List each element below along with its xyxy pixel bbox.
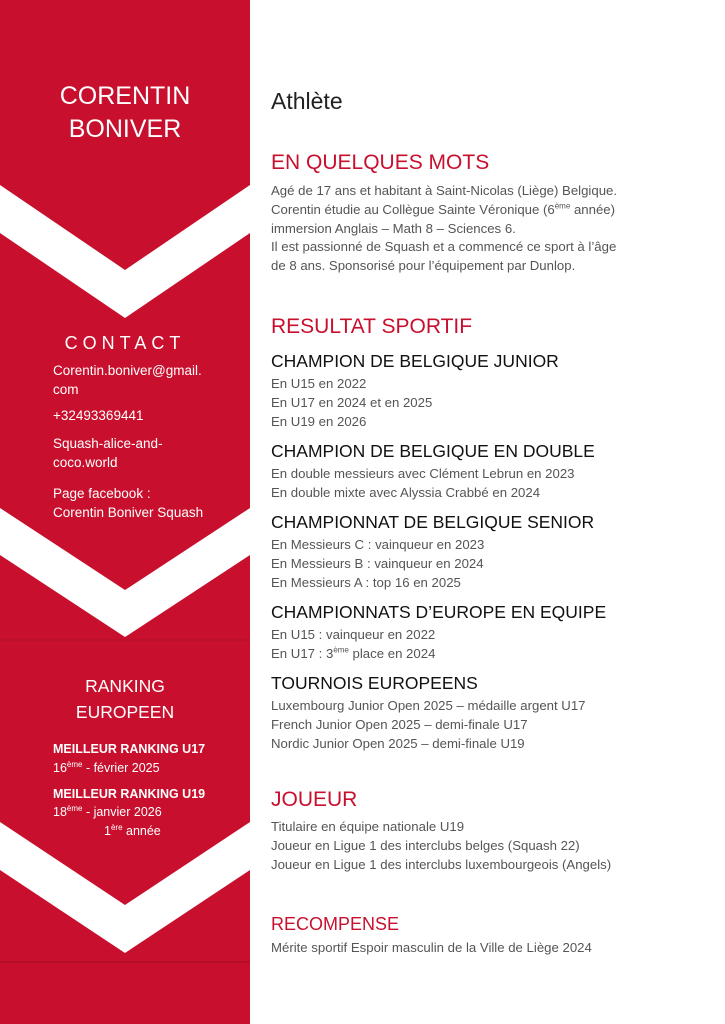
- result-line: En double mixte avec Alyssia Crabbé en 2024: [271, 484, 541, 500]
- ranking-heading-line-2: EUROPEEN: [75, 702, 175, 722]
- result-title-europe: CHAMPIONNATS D’EUROPE EN EQUIPE: [271, 602, 607, 622]
- result-line: [271, 645, 711, 664]
- about-line-2-b: année): [570, 201, 616, 217]
- result-line: En U19 en 2026: [271, 413, 367, 429]
- about-text: [271, 182, 711, 276]
- result-line: Luxembourg Junior Open 2025 – médaille argent U17: [271, 698, 586, 713]
- result-title-senior: CHAMPIONNAT DE BELGIQUE SENIOR: [271, 512, 595, 532]
- ranking-u17-value: [53, 761, 160, 775]
- result-title-junior: CHAMPION DE BELGIQUE JUNIOR: [271, 351, 559, 371]
- result-lines-double: [271, 465, 711, 503]
- u17-rank-suffix: ème: [66, 759, 83, 769]
- u19-rank-date: - janvier 2026: [82, 805, 162, 819]
- player-heading: JOUEUR: [271, 788, 358, 811]
- facebook-line-1: Page facebook :: [53, 486, 151, 501]
- about-line-1: Agé de 17 ans et habitant à Saint-Nicolas (Liège) Belgique.: [271, 183, 618, 198]
- contact-email[interactable]: [53, 361, 243, 399]
- result-title-tournaments: TOURNOIS EUROPEENS: [271, 673, 478, 693]
- u17-rank-number: 16: [53, 761, 67, 775]
- result-line: En double messieurs avec Clément Lebrun en 2023: [271, 466, 575, 481]
- result-line: En Messieurs B : vainqueur en 2024: [271, 555, 484, 571]
- role-title: Athlète: [271, 88, 343, 114]
- u17-rank-date: - février 2025: [82, 761, 160, 775]
- result-line: En Messieurs C : vainqueur en 2023: [271, 537, 485, 552]
- website-line-1: Squash-alice-and-: [53, 436, 163, 451]
- ranking-u17-label: MEILLEUR RANKING U17: [53, 742, 206, 756]
- award-heading: RECOMPENSE: [271, 914, 400, 934]
- player-line: Joueur en Ligue 1 des interclubs luxembourgeois (Angels): [271, 856, 612, 872]
- email-line-1: Corentin.boniver@gmail.: [53, 363, 202, 378]
- player-line: Joueur en Ligue 1 des interclubs belges (Squash 22): [271, 837, 580, 853]
- u19-rank-suffix: ème: [66, 803, 83, 813]
- contact-phone[interactable]: +32493369441: [53, 408, 144, 423]
- u19-year-label: année: [122, 824, 161, 838]
- name-line-1: CORENTIN: [59, 82, 191, 110]
- result-lines-senior: [271, 536, 711, 592]
- player-line: Titulaire en équipe nationale U19: [271, 819, 465, 834]
- result-lines-junior: [271, 375, 711, 431]
- result-line: En U17 en 2024 et en 2025: [271, 394, 433, 410]
- europe-line-2-b: place en 2024: [348, 645, 436, 661]
- ranking-u19-value: [53, 805, 162, 819]
- contact-facebook[interactable]: [53, 484, 243, 522]
- u19-year-number: 1: [104, 824, 111, 838]
- about-line-2: [271, 201, 711, 220]
- result-line: En U15 en 2022: [271, 376, 367, 391]
- results-heading: RESULTAT SPORTIF: [271, 315, 473, 338]
- result-lines-europe: [271, 626, 711, 664]
- europe-line-2-sup: ème: [333, 645, 349, 655]
- result-lines-tournaments: [271, 697, 711, 753]
- sidebar: [0, 0, 250, 1024]
- about-heading: EN QUELQUES MOTS: [271, 151, 490, 174]
- website-line-2: coco.world: [53, 455, 118, 470]
- ranking-u19-label: MEILLEUR RANKING U19: [53, 787, 206, 801]
- result-line: Nordic Junior Open 2025 – demi-finale U19: [271, 735, 525, 751]
- about-line-2-sup: ème: [554, 201, 571, 211]
- player-lines: [271, 818, 711, 874]
- contact-website[interactable]: [53, 434, 243, 472]
- email-line-2: com: [53, 382, 79, 397]
- facebook-line-2: Corentin Boniver Squash: [53, 505, 204, 520]
- about-line-2-a: Corentin étudie au Collègue Sainte Véronique (6: [271, 201, 555, 217]
- about-line-5: de 8 ans. Sponsorisé pour l’équipement par Dunlop.: [271, 258, 576, 274]
- ranking-heading-line-1: RANKING: [85, 676, 165, 696]
- result-line: En U15 : vainqueur en 2022: [271, 627, 436, 642]
- ranking-u19-year: [104, 824, 161, 838]
- name-line-2: BONIVER: [68, 115, 182, 143]
- award-line: Mérite sportif Espoir masculin de la Ville de Liège 2024: [271, 940, 592, 955]
- ranking-heading: [0, 673, 250, 725]
- result-title-double: CHAMPION DE BELGIQUE EN DOUBLE: [271, 441, 595, 461]
- europe-line-2-a: En U17 : 3: [271, 645, 334, 661]
- about-line-3: immersion Anglais – Math 8 – Sciences 6.: [271, 220, 516, 236]
- contact-heading: CONTACT: [64, 333, 186, 353]
- candidate-name: [0, 80, 250, 146]
- about-line-4: Il est passionné de Squash et a commencé ce sport à l’âge: [271, 239, 617, 255]
- result-line: French Junior Open 2025 – demi-finale U17: [271, 716, 528, 732]
- u19-rank-number: 18: [53, 805, 67, 819]
- u19-year-suffix: ère: [110, 822, 123, 832]
- result-line: En Messieurs A : top 16 en 2025: [271, 574, 461, 590]
